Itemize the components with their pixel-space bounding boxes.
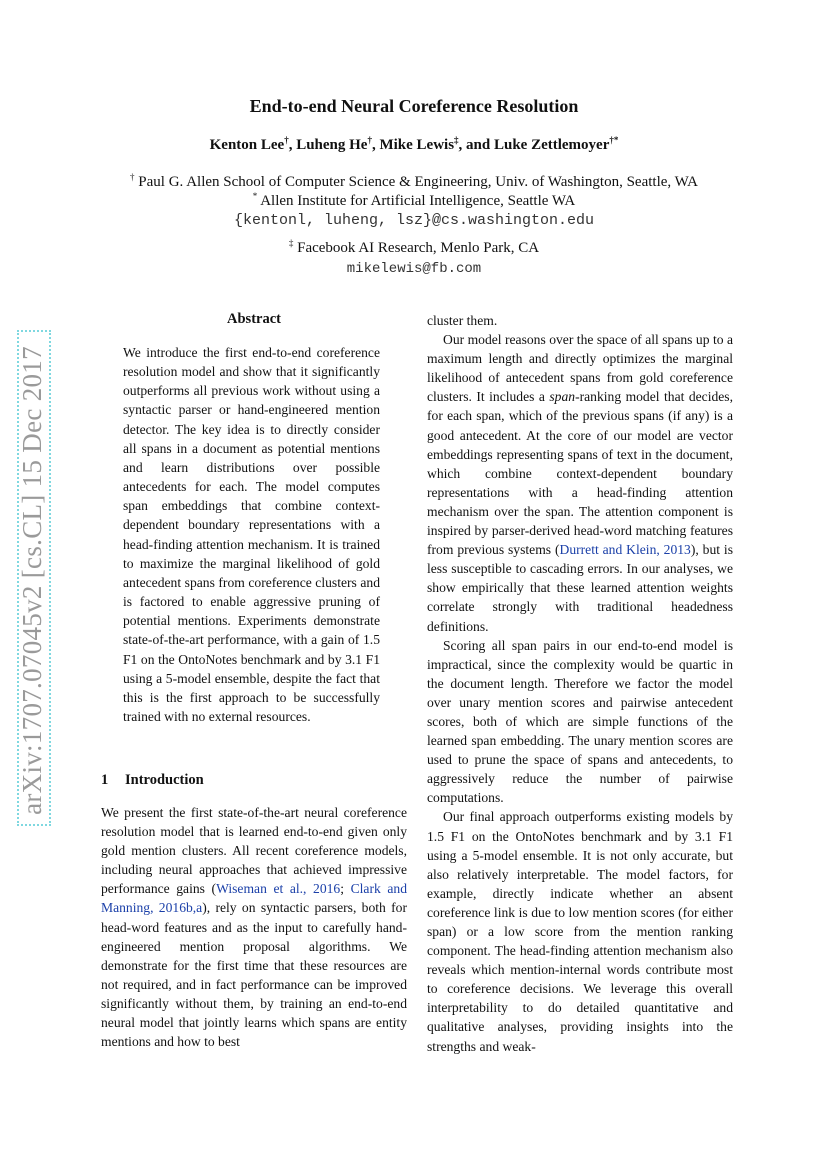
right-column <box>427 311 733 1056</box>
affiliation-text: Paul G. Allen School of Computer Science & Engineering, Univ. of Washington, Seattle, WA <box>138 174 698 190</box>
author-mark: ‡ <box>454 135 459 145</box>
affiliation-mark: * <box>252 191 258 201</box>
author-list: Kenton Lee†, Luheng He†, Mike Lewis‡, and Luke Zettlemoyer†* <box>209 135 619 153</box>
author-name: Luke Zettlemoyer <box>493 137 610 153</box>
body-text: Our model reasons over the space of all spans up to a maximum length and directly optimizes the marginal likelihood of antecedent spans from gold coreference clusters. It includes a <box>427 332 733 405</box>
author-name: Mike Lewis <box>379 137 455 153</box>
arxiv-stamp <box>14 335 50 825</box>
affiliation-text: Allen Institute for Artificial Intelligence, Seattle WA <box>260 193 576 209</box>
author-name: Luheng He <box>296 137 368 153</box>
emphasis: span <box>549 389 576 405</box>
section-heading <box>101 772 204 789</box>
paragraph-continuation: cluster them. <box>427 313 498 328</box>
author-name: Kenton Lee <box>209 137 285 153</box>
affiliation-fair-email <box>0 260 828 277</box>
abstract-text: We introduce the first end-to-end coreference resolution model and show that it significantly outperforms all previous work without using a syntactic parser or hand-engineered mention detector. The key idea is to directly consider all spans in a document as potential mentions and learn distributions over possible antecedents for each. The model computes span embeddings that combine context-dependent boundary representations with a head-finding attention mechanism. It is trained to maximize the marginal likelihood of gold antecedent spans from coreference clusters and is factored to enable aggressive pruning of potential mentions. Experiments demonstrate state-of-the-art performance, with a gain of 1.5 F1 on the OntoNotes benchmark and by 3.1 F1 using a 5-model ensemble, despite the fact that this is the first approach to be successfully trained with no external resources. <box>123 345 380 724</box>
section-title: Introduction <box>125 772 204 788</box>
citation-link[interactable]: Wiseman et al., 2016 <box>216 881 341 897</box>
affiliation-mark: † <box>130 172 135 182</box>
author-mark: †* <box>609 135 619 145</box>
affiliation-ai2 <box>0 193 828 210</box>
affiliation-uw <box>0 174 828 191</box>
arxiv-id[interactable]: arXiv:1707.07045v2 [cs.CL] 15 Dec 2017 <box>16 345 47 815</box>
paper-title: End-to-end Neural Coreference Resolution <box>249 96 579 116</box>
citation-link[interactable]: Durrett and Klein, 2013 <box>559 542 691 558</box>
body-text: -ranking model that decides, for each span, which of the previous spans (if any) is a good antecedent. At the core of our model are vector embeddings representing spans of text in the document, which combine context-dependent boundary representations with a head-finding attention mechanism over the span. The attention component is inspired by parser-derived head-word matching features from previous systems ( <box>427 389 733 558</box>
affiliation-fair <box>0 240 828 257</box>
body-text: ), but is less susceptible to cascading errors. In our analyses, we show empirically that these learned attention weights correlate strongly with traditional headedness definitions. <box>427 542 733 634</box>
body-text: ), rely on syntactic parsers, both for head-word features and as the input to carefully hand-engineered mention proposal algorithms. We demonstrate for the first time that these resources are not required, and in fact performance can be improved significantly without them, by training an end-to-end neural model that jointly learns which spans are entity mentions and how to best <box>101 900 407 1050</box>
author-mark: † <box>284 135 289 145</box>
affiliation-uw-emails <box>0 212 828 229</box>
citation-link[interactable]: Clark and Manning, 2016b,a <box>101 881 407 916</box>
abstract-heading: Abstract <box>227 311 281 327</box>
body-paragraph: Scoring all span pairs in our end-to-end model is impractical, since the complexity would be quartic in the document length. Therefore we factor the model over unary mention scores and pairwise antecedent scores, both of which are simple functions of the learned span embedding. The unary mention scores are used to prune the space of spans and antecedents, to aggressively reduce the number of pairwise computations. <box>427 637 733 806</box>
body-text: ; <box>340 881 351 897</box>
email-address[interactable]: mikelewis@fb.com <box>346 261 482 277</box>
body-paragraph <box>427 330 733 636</box>
body-paragraph: Our final approach outperforms existing models by 1.5 F1 on the OntoNotes benchmark and by 3.1 F1 using a 5-model ensemble. It is not only accurate, but also relatively interpretable. The model factors, for example, directly indicate whether an absent coreference link is due to low mention scores (for either span) or a low score from the mention ranking component. The head-finding attention mechanism also reveals which mention-internal words contribute most to coreference decisions. We leverage this overall interpretability to do detailed quantitative and qualitative analyses, providing insights into the strengths and weak- <box>427 809 733 1054</box>
section-number: 1 <box>101 772 109 788</box>
author-mark: † <box>367 135 372 145</box>
affiliation-text: Facebook AI Research, Menlo Park, CA <box>297 240 540 256</box>
email-address[interactable]: {kentonl, luheng, lsz}@cs.washington.edu <box>233 212 595 229</box>
intro-paragraph <box>101 803 407 1051</box>
affiliation-mark: ‡ <box>288 238 294 248</box>
body-text: We present the first state-of-the-art neural coreference resolution model that is learned end-to-end given only gold mention clusters. All recent coreference models, including neural approaches that achieved impressive performance gains ( <box>101 805 407 897</box>
